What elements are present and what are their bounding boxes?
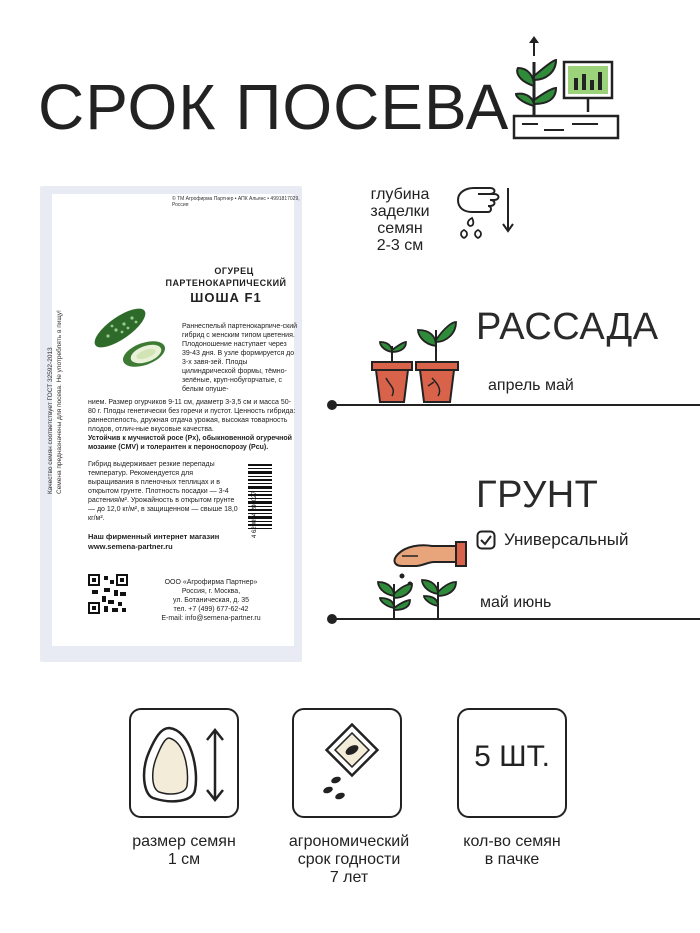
packet-description-3: Гибрид выдерживает резкие перепады температур. Рекомендуется для выращивания в пленочных теплицах и в открытом грунте. Плотность посадки — 3-4 растения/м². Урожайность в открытом грунте — до 12,0 кг/м², в защищенном — свыше 18,0 кг/м².: [88, 461, 238, 522]
seed-size-box: [129, 708, 239, 818]
shelf-life-caption-2: срок годности: [297, 851, 401, 868]
shop-url: www.semena-partner.ru: [88, 542, 173, 551]
planting-hand-icon: [372, 532, 468, 622]
shop-label: Наш фирменный интернет магазин: [88, 532, 220, 541]
sowing-hand-icon: [450, 178, 520, 248]
company-email: E-mail: info@semena-partner.ru: [161, 615, 261, 622]
depth-line-3: семян: [377, 220, 423, 237]
seed-count-caption-1: кол-во семян: [463, 833, 561, 850]
company-address-2: ул. Ботаническая, д. 35: [172, 597, 250, 604]
shelf-life-caption-1: агрономический: [288, 833, 410, 850]
seed-count-caption-2: в пачке: [484, 851, 540, 868]
page-title: СРОК ПОСЕВА: [38, 71, 510, 143]
product-type: ОГУРЕЦ: [214, 266, 254, 276]
depth-line-1: глубина: [370, 186, 430, 203]
company-address-1: Россия, г. Москва,: [181, 588, 241, 595]
seed-packet-image: [40, 186, 302, 662]
seedlings-timeline: [332, 404, 700, 406]
cucumber-icon: [92, 302, 170, 374]
checkbox-icon: [476, 530, 496, 550]
barcode-number: 4 620054 280027: [252, 491, 258, 538]
packet-face: [47, 194, 300, 646]
company-name: ООО «Агрофирма Партнер»: [164, 579, 258, 586]
seedlings-heading: РАССАДА: [476, 306, 659, 348]
seed-size-caption-2: 1 см: [167, 851, 201, 868]
packet-resistance-text: Устойчив к мучнистой росе (Px), обыкновенной огуречной мозаике (CMV) и толерантен к пероноспорозу (Pcu).: [88, 435, 292, 451]
packet-description-2: нием. Размер огурчиков 9-11 см, диаметр 3-3,5 см и масса 50-80 г. Плоды генетически без горечи и пустот. Ценность гибрида: раннеспелость, дружная отдача урожая, высокая товарность плодов, отлич-ные вкусовые качества.: [88, 399, 296, 433]
seed-size-icon: [131, 710, 237, 816]
seedlings-months: апрель май: [488, 377, 574, 394]
ground-timeline: [332, 618, 700, 620]
ground-heading: ГРУНТ: [476, 474, 599, 516]
seedling-pots-icon: [368, 316, 464, 404]
seed-size-caption-1: размер семян: [132, 833, 236, 850]
depth-line-4: 2-3 см: [376, 237, 424, 254]
plant-growth-icon: [508, 34, 628, 144]
packet-description-1: Раннеспелый партенокарпиче-ский гибрид с женским типом цветения. Плодоношение наступает через 39-43 дня. В узле формируется до 3-х завя-зей. Плоды цилиндрической формы, тёмно-зелёные, круп-нобугорчатые, с белым опуше-: [182, 323, 298, 393]
seed-count-box: [457, 708, 567, 818]
seed-count-value: 5 ШТ.: [474, 740, 550, 773]
company-phone: тел. +7 (499) 677-62-42: [173, 606, 249, 613]
qr-code: [88, 574, 128, 614]
shelf-life-caption-3: 7 лет: [329, 869, 369, 886]
product-subtype: ПАРТЕНОКАРПИЧЕСКИЙ: [165, 278, 287, 288]
packet-top-line: © ТМ Агрофирма Партнер • АПК Альянс • 4991817029, Россия: [172, 196, 300, 208]
ground-months: май июнь: [480, 594, 552, 611]
shelf-life-box: [292, 708, 402, 818]
soil-type-label: Универсальный: [504, 530, 629, 549]
product-name: ШОША F1: [190, 290, 262, 305]
packet-side-text: Качество семян соответствует ГОСТ 32592-2013 Семена предназначены для посева. Не употреблять в пищу!: [47, 310, 63, 494]
seed-packet-icon: [294, 710, 400, 816]
depth-line-2: заделки: [370, 203, 430, 220]
sowing-depth-text: [352, 186, 448, 254]
